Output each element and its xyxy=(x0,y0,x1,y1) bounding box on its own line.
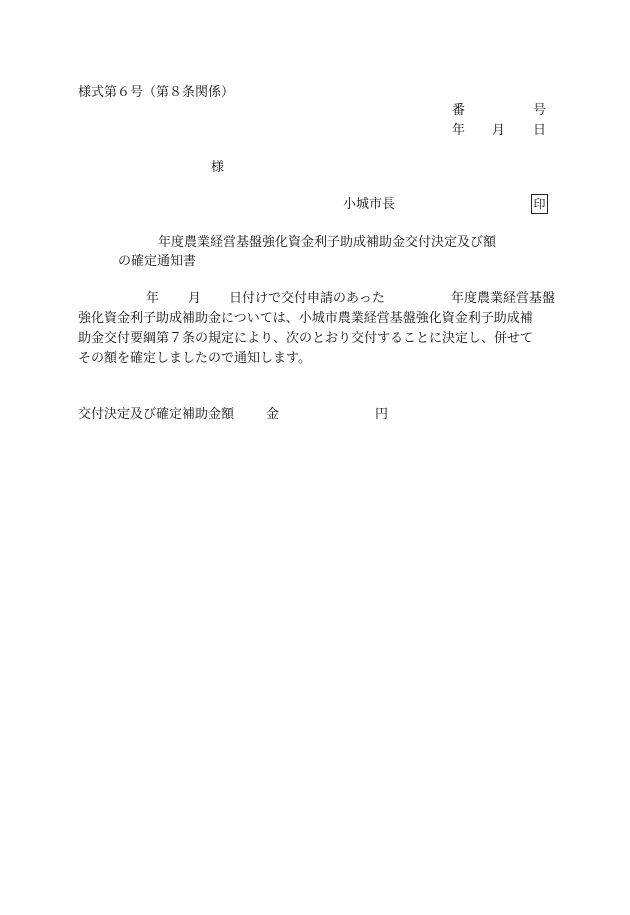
amount-prefix: 金 xyxy=(266,407,280,422)
document-title-line2: の確定通知書 xyxy=(118,254,197,269)
date-day: 日 xyxy=(533,123,547,138)
body-text-3: 助金交付要綱第７条の規定により、次のとおり交付することに決定し、併せて xyxy=(78,331,534,346)
body-text-2: 強化資金利子助成補助金については、小城市農業経営基盤強化資金利子助成補 xyxy=(78,311,533,326)
date-year: 年 xyxy=(452,123,466,138)
amount-unit: 円 xyxy=(375,407,389,422)
date-month: 月 xyxy=(492,123,506,138)
sender-title: 小城市長 xyxy=(343,197,396,212)
body-text-1b: 年度農業経営基盤 xyxy=(451,291,556,306)
body-year: 年 xyxy=(146,291,160,306)
form-label: 様式第６号（第８条関係） xyxy=(78,85,235,100)
addressee-honorific: 様 xyxy=(211,160,225,175)
seal-stamp: 印 xyxy=(531,194,548,214)
document-title-line1: 年度農業経営基盤強化資金利子助成補助金交付決定及び額 xyxy=(158,235,497,250)
number-suffix: 号 xyxy=(533,103,547,118)
body-text-4: その額を確定しましたので通知します。 xyxy=(78,351,311,366)
number-label: 番 xyxy=(452,103,466,118)
amount-label: 交付決定及び確定補助金額 xyxy=(78,407,235,422)
body-month: 月 xyxy=(188,291,202,306)
body-text-1: 日付けで交付申請のあった xyxy=(229,291,385,306)
